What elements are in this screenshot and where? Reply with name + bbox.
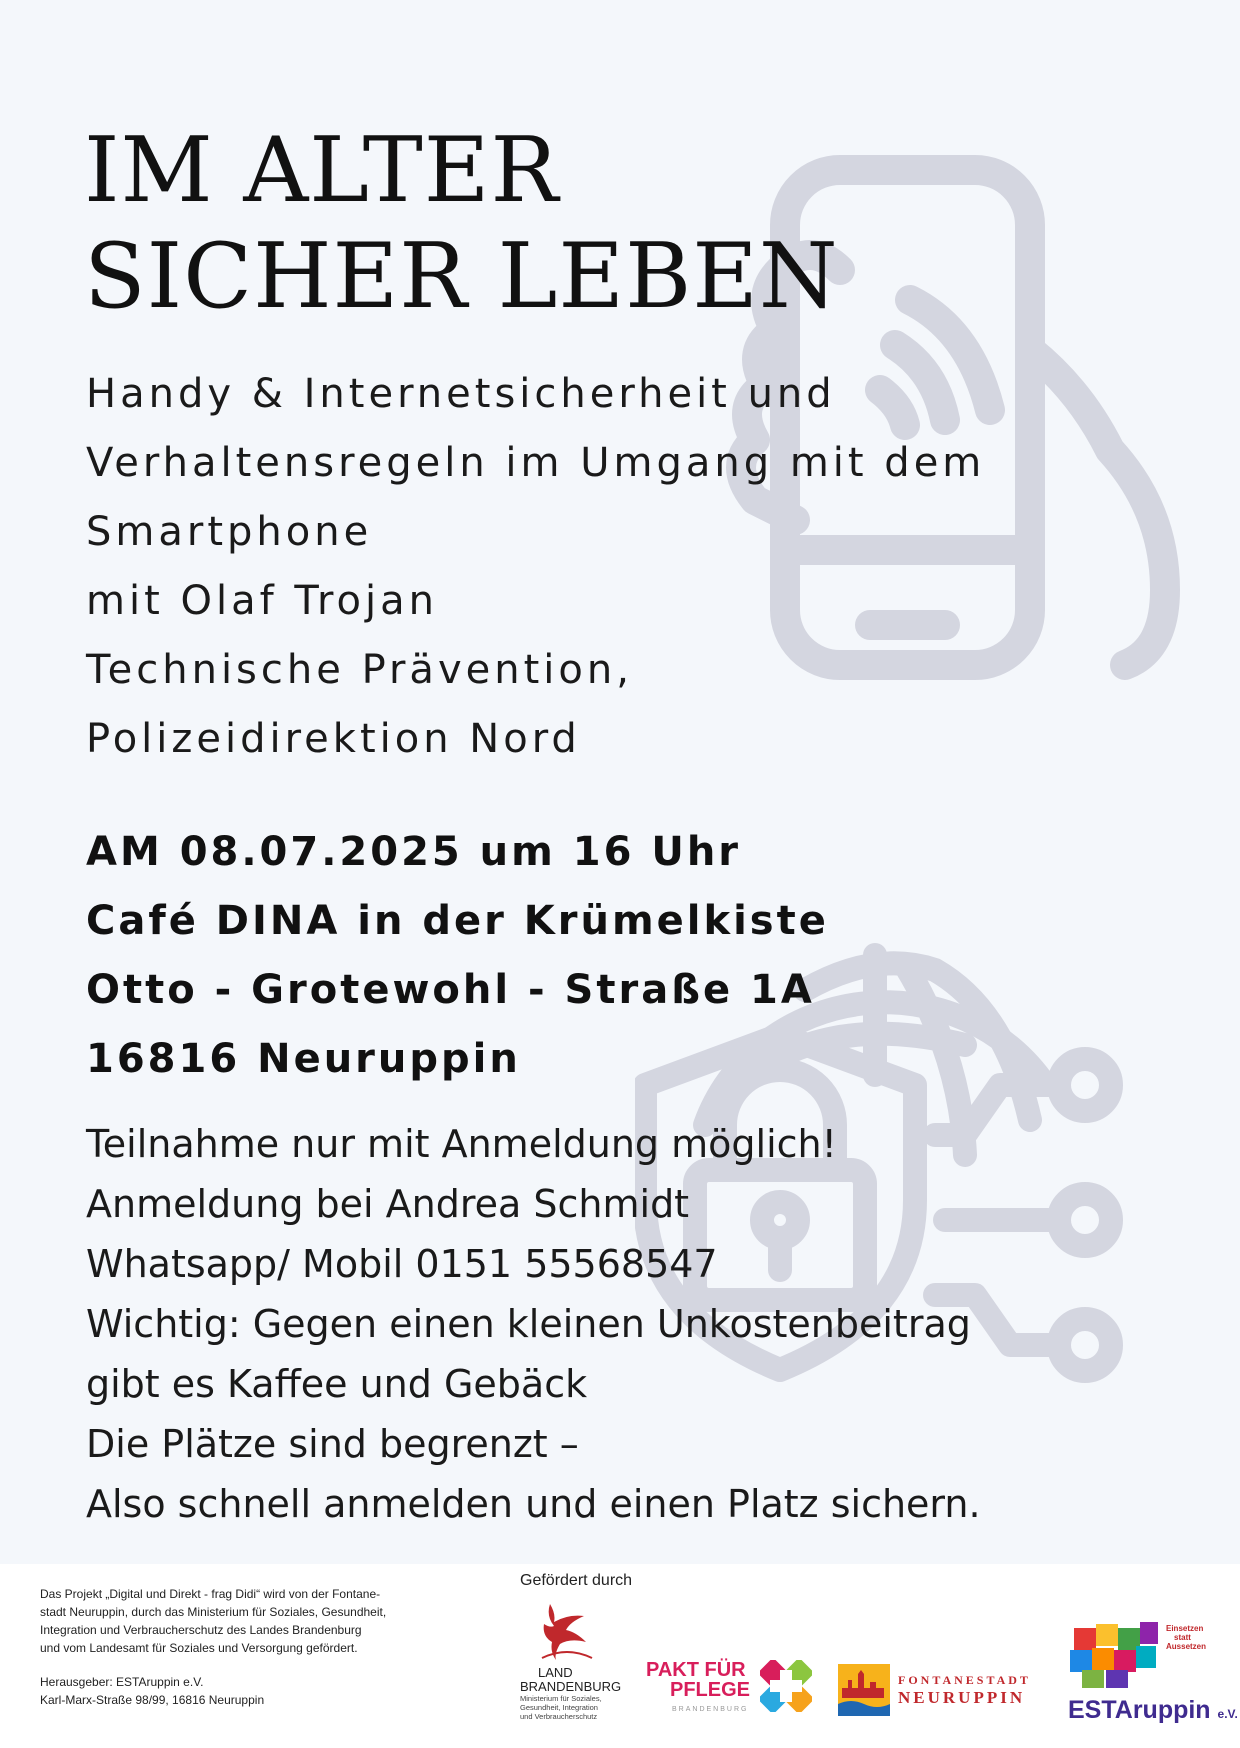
puzzle-cross-icon	[760, 1660, 812, 1712]
land-brandenburg-logo	[520, 1600, 630, 1740]
event-street: Otto - Grotewohl - Straße 1A	[86, 967, 815, 1013]
intro-line: Smartphone	[86, 509, 373, 555]
esta-brand: ESTAruppin	[1068, 1696, 1211, 1724]
esta-wordmark	[1068, 1696, 1238, 1725]
event-venue: Café DINA in der Krümelkiste	[86, 898, 829, 944]
info-line: Teilnahme nur mit Anmeldung möglich!	[86, 1122, 837, 1166]
land-ministry-line: Ministerium für Soziales,	[520, 1694, 602, 1703]
pakt-line: PFLEGE	[670, 1679, 751, 1701]
fontane-line: FONTANESTADT	[898, 1673, 1031, 1687]
pakt-line: PAKT FÜR	[646, 1659, 746, 1681]
fontanestadt-neuruppin-logo	[838, 1664, 1048, 1724]
poster-title	[84, 118, 839, 330]
land-name	[520, 1666, 621, 1694]
esta-slogan-line: Einsetzen	[1166, 1624, 1204, 1633]
land-ministry-line: Gesundheit, Integration	[520, 1703, 598, 1712]
pakt-sub: BRANDENBURG	[672, 1706, 749, 1713]
event-city: 16816 Neuruppin	[86, 1036, 521, 1082]
pakt-wordmark	[646, 1660, 750, 1700]
intro-line: mit Olaf Trojan	[86, 578, 438, 624]
registration-info	[86, 1114, 1206, 1534]
esta-slogan-line: Aussetzen	[1166, 1642, 1207, 1651]
esta-slogan	[1166, 1624, 1206, 1651]
city-skyline-icon	[838, 1664, 890, 1716]
info-line: Die Plätze sind begrenzt –	[86, 1422, 579, 1466]
pakt-fuer-pflege-logo	[646, 1660, 816, 1720]
esta-suffix: e.V.	[1217, 1707, 1238, 1721]
intro-line: Verhaltensregeln im Umgang mit dem	[86, 440, 986, 486]
info-line: Also schnell anmelden und einen Platz sichern.	[86, 1482, 981, 1526]
sponsor-label: Gefördert durch	[520, 1572, 633, 1589]
intro-line: Polizeidirektion Nord	[86, 716, 581, 762]
esta-slogan-line: statt	[1174, 1633, 1191, 1642]
credits-line: stadt Neuruppin, durch das Ministerium für Soziales, Gesundheit,	[40, 1605, 387, 1619]
estaruppin-logo	[1060, 1618, 1238, 1738]
fontane-line: NEURUPPIN	[898, 1688, 1026, 1707]
info-line: Wichtig: Gegen einen kleinen Unkostenbeitrag	[86, 1302, 971, 1346]
info-line: Whatsapp/ Mobil 0151 55568547	[86, 1242, 718, 1286]
land-name-line: BRANDENBURG	[520, 1679, 622, 1694]
land-name-line: LAND	[538, 1665, 573, 1680]
land-ministry-line: und Verbraucherschutz	[520, 1712, 598, 1721]
info-line: Anmeldung bei Andrea Schmidt	[86, 1182, 690, 1226]
fontane-wordmark	[898, 1672, 1031, 1708]
intro-text	[86, 360, 1186, 774]
event-date: AM 08.07.2025 um 16 Uhr	[86, 829, 742, 875]
credits-line: Das Projekt „Digital und Direkt - frag Didi“ wird von der Fontane-	[40, 1587, 381, 1601]
info-line: gibt es Kaffee und Gebäck	[86, 1362, 588, 1406]
project-credits	[40, 1585, 500, 1709]
credits-line: und vom Landesamt für Soziales und Versorgung gefördert.	[40, 1641, 358, 1655]
intro-line: Technische Prävention,	[86, 647, 633, 693]
publisher-line: Herausgeber: ESTAruppin e.V.	[40, 1675, 204, 1689]
credits-line: Integration und Verbraucherschutz des Landes Brandenburg	[40, 1623, 362, 1637]
puzzle-pieces-icon	[1066, 1618, 1166, 1694]
eagle-icon	[532, 1600, 602, 1662]
title-line-1: IM ALTER	[84, 118, 560, 223]
event-details	[86, 818, 1186, 1094]
title-line-2: SICHER LEBEN	[84, 224, 839, 329]
intro-line: Handy & Internetsicherheit und	[86, 371, 836, 417]
publisher-line: Karl-Marx-Straße 98/99, 16816 Neuruppin	[40, 1693, 265, 1707]
land-ministry	[520, 1694, 630, 1721]
